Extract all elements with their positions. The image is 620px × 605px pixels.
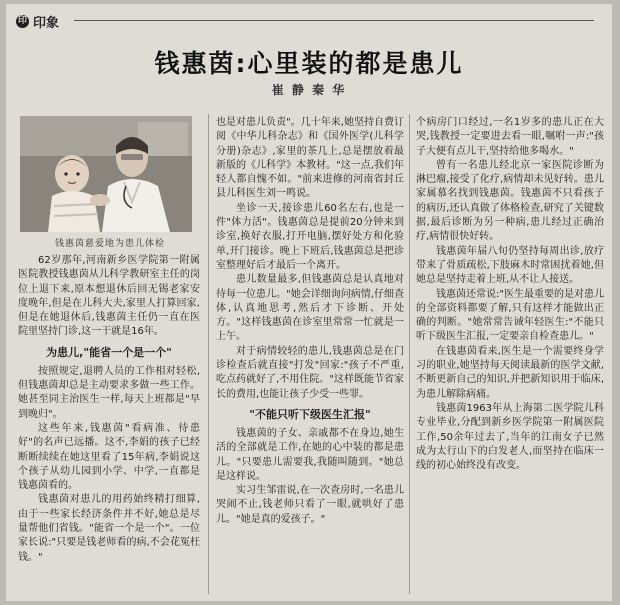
paragraph: 对于病情较轻的患儿,钱惠茵总是在门诊检查后就直接"打发"回家:"孩子不严重,吃点药就好了,不用住院。"这样既能节省家长的费用,也能让孩子少受一些罪。 <box>216 345 404 400</box>
paragraph: 钱惠茵还常说:"医生最重要的是对患儿的全部资料都要了解,只有这样才能做出正确的判断。"她常常告诫年轻医生:"不能只听下级医生汇报,一定要亲自检查患儿。" <box>416 288 604 343</box>
paragraph: 钱惠茵1963年从上海第二医学院儿科专业毕业,分配到新乡医学院第一附属医院工作,50余年过去了,当年的江南女子已然成为太行山下的白发老人,而坚持在临床一线的初心始终没有改变。 <box>416 402 604 472</box>
paragraph: 按照规定,退聘人员的工作相对轻松,但钱惠茵却总是主动要求多做一些工作。她甚至同主治医生一样,每天上班都是"早到晚归"。 <box>18 365 200 420</box>
paragraph: 坐诊一天,接诊患儿60名左右,也是一件"体力活"。钱惠茵总是提前20分钟来到诊室,换好衣服,打开电脑,摆好处方和化验单,开门接诊。晚上下班后,钱惠茵总是把诊室整理好后才最后一个离开。 <box>216 202 404 271</box>
section-divider <box>74 20 594 21</box>
column-divider <box>409 114 410 594</box>
paragraph: 钱惠茵的子女、亲戚都不在身边,她生活的全部就是工作,在她的心中装的都是患儿。"只要患儿需要我,我随叫随到。"她总是这样说。 <box>216 427 404 482</box>
subheading: 为患儿,"能省一个是一个" <box>46 345 172 359</box>
seal-icon: 印 <box>17 15 27 26</box>
column-divider <box>208 114 209 594</box>
newspaper-page <box>6 4 612 601</box>
section-tag <box>16 12 59 30</box>
article-photo <box>20 116 192 232</box>
paragraph: 这些年来,钱惠茵"看病准、待患好"的名声已远播。这不,李娟的孩子已经断断续续在她这里看了15年病,李娟说这个孩子从幼儿园到小学、中学,一直都是钱惠茵看的。 <box>18 422 200 492</box>
article-authors: 崔 静 秦 华 <box>271 83 347 97</box>
section-tag-label: 印象 <box>33 15 60 31</box>
paragraph: 患儿数量最多,但钱惠茵总是认真地对待每一位患儿。"她会详细询问病情,仔细查体,认真地思考,然后才下诊断、开处方。"这样钱惠茵在诊室里常常一忙就是一上午。 <box>216 274 404 343</box>
paragraph: 曾有一名患儿经北京一家医院诊断为淋巴瘤,接受了化疗,病情却未见好转。患儿家属慕名找到钱惠茵。钱惠茵不只看孩子的病历,还认真做了体格检查,研究了关键数据,最后诊断为另一种病,患儿经过正确治疗,病情很快好转。 <box>416 159 604 243</box>
paragraph: 钱惠茵年届八旬仍坚持每周出诊,放疗带来了骨质疏松,下肢麻木时常困扰着她,但她总是坚持走着上班,从不让人接送。 <box>416 245 604 286</box>
article-column-3 <box>416 116 604 473</box>
doctor-baby-photo <box>20 116 192 232</box>
paragraph: 62岁那年,河南新乡医学院第一附属医院教授钱惠茵从儿科学教研室主任的岗位上退下来,原本想退休后回无锡老家安度晚年,但是在儿科大夫,家里人打算回家,但是在她退休后,钱惠茵主任仍一直在医院里坚持门诊,这一干就是16年。 <box>18 255 200 338</box>
paragraph: 也是对患儿负责"。几十年来,她坚持自费订阅《中华儿科杂志》和《国外医学(儿科学分册)杂志》,家里的茶几上,总是摆放着最新版的《儿科学》本教材。"这一点,我们年轻人都自愧不如。"前来进修的河南省封丘县儿科医生刘一鸣说。 <box>216 117 404 200</box>
paragraph: 在钱惠茵看来,医生是一个需要终身学习的职业,她坚持每天阅读最新的医学文献,不断更新自己的知识,并把新知识用于临床,为患儿解除病痛。 <box>416 345 604 400</box>
article-title: 钱惠茵:心里装的都是患儿 <box>154 49 464 78</box>
article-column-1 <box>18 254 200 565</box>
photo-caption: 钱惠茵慈爱地为患儿体检 <box>54 239 165 249</box>
paragraph: 实习生邹雷说,在一次查房时,一名患儿哭闹不止,钱老师只看了一眼,就哄好了患儿。"她是真的爱孩子。" <box>216 485 404 525</box>
paragraph: 个病房门口经过,一名1岁多的患儿正在大哭,钱教授一定要进去看一眼,嘱咐一声:"孩子大便有点儿干,坚持给他多喝水。" <box>416 117 604 157</box>
paragraph: 钱惠茵对患儿的用药始终精打细算,由于一些家长经济条件并不好,她总是尽量帮他们省钱。"能省一个是一个"。一位家长说:"只要是钱老师看的病,不会花冤枉钱。" <box>18 494 200 563</box>
article-column-2 <box>216 116 404 527</box>
subheading: "不能只听下级医生汇报" <box>249 407 371 421</box>
